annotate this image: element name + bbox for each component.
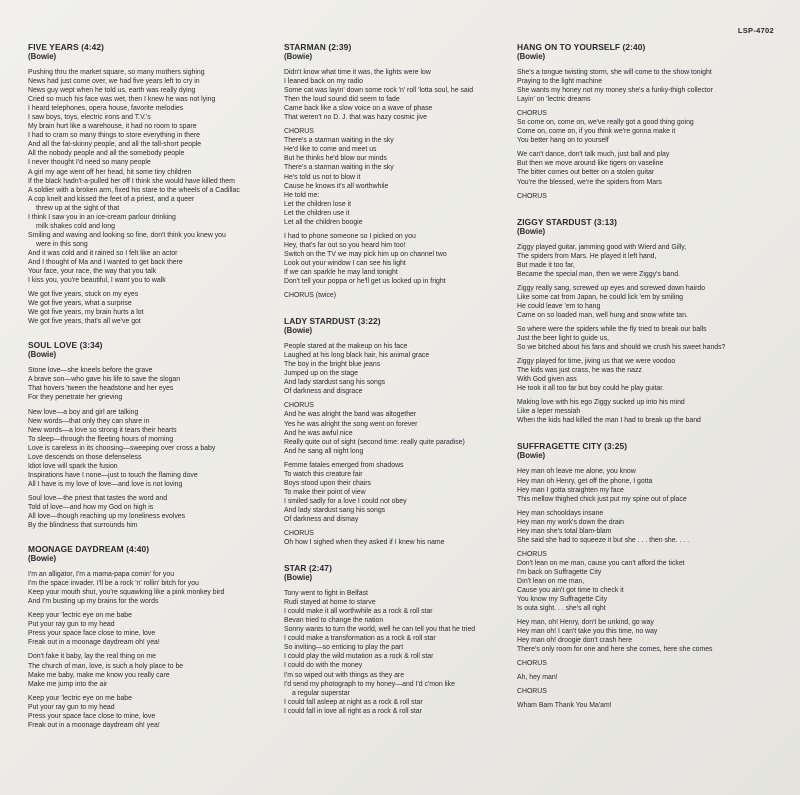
song-title	[517, 217, 779, 227]
lyric-line: Of darkness and disgrace	[284, 388, 363, 396]
lyric-line: Look out your window I can see his light	[284, 259, 406, 267]
lyric-line: Idiot love will spark the fusion	[28, 462, 118, 470]
lyric-line: I could make it all worthwhile as a rock & roll star	[284, 608, 433, 616]
song-header	[284, 316, 518, 336]
song-block	[517, 441, 779, 710]
song-duration: (4:42)	[81, 42, 105, 52]
song-author: (Bowie)	[28, 52, 57, 61]
lyric-line: To sleep—through the fleeting hours of morning	[28, 435, 174, 443]
song-title-text: MOONAGE DAYDREAM	[28, 544, 124, 555]
lyric-stanza	[28, 290, 278, 326]
lyric-line: A girl my age went off her head, hit some tiny children	[28, 168, 192, 176]
lyric-line: Bevan tried to change the nation	[284, 617, 384, 625]
lyric-line: News had just come over, we had five years left to cry in	[28, 78, 200, 86]
lyric-line: Hey, that's far out so you heard him too!	[284, 241, 406, 249]
lyric-line: If we can sparkle he may land tonight	[284, 268, 398, 276]
song-header	[284, 42, 518, 62]
song-block	[284, 316, 518, 547]
lyric-stanza	[28, 366, 278, 402]
lyric-line: You're the blessed, we're the spiders from Mars	[517, 178, 662, 186]
lyric-line: He could leave 'em to hang	[517, 302, 601, 310]
lyric-line: Ah, hey man!	[517, 674, 558, 682]
lyric-line: And lady stardust sang his songs	[284, 506, 386, 514]
song-title-text: ZIGGY STARDUST	[517, 216, 592, 227]
lyric-stanza	[517, 550, 779, 613]
lyric-line: Love is careless in its choosing—sweeping over cross a baby	[28, 444, 216, 452]
lyric-stanza	[284, 401, 518, 455]
lyric-stanza	[284, 529, 518, 547]
lyric-line: If the black hadn't-a-pulled her off I think she would have killed them	[28, 177, 235, 185]
lyric-line: We got five years, my brain hurts a lot	[28, 309, 144, 317]
lyric-line: I could make a transformation as a rock & roll star	[284, 635, 436, 643]
lyric-line: The spiders from Mars. He played it left hand,	[517, 252, 657, 260]
lyric-line: Keep your 'lectric eye on me babe	[28, 612, 132, 620]
lyric-line: All I have is my love of love—and love is not loving	[28, 480, 183, 488]
lyric-stanza	[517, 398, 779, 425]
lyric-line: Hey man I gotta straighten my face	[517, 486, 624, 494]
lyric-stanza	[284, 291, 518, 300]
lyric-line: Of darkness and dismay	[284, 515, 359, 523]
lyric-line: New love—a boy and girl are talking	[28, 408, 139, 416]
lyric-line: Hey man she's total blam-blam	[517, 527, 612, 535]
lyric-line: Hey man oh Henry, get off the phone, I gotta	[517, 477, 653, 485]
song-block	[28, 340, 278, 530]
lyric-line: Became the special man, then we were Ziggy's band.	[517, 270, 680, 278]
lyric-stanza	[28, 611, 278, 647]
lyric-line: He told me:	[284, 191, 320, 199]
lyric-stanza	[284, 68, 518, 122]
lyric-stanza	[517, 109, 779, 145]
chorus-label: CHORUS	[284, 530, 314, 538]
lyric-line: Tony went to fight in Belfast	[284, 590, 368, 598]
lyric-line: Don't fake it baby, lay the real thing on me	[28, 653, 156, 661]
lyric-stanza	[517, 325, 779, 352]
song-duration: (2:40)	[622, 42, 646, 52]
lyric-line: Soul love—the priest that tastes the word and	[28, 494, 168, 502]
lyric-line: This mellow thighed chick just put my spine out of place	[517, 495, 687, 503]
lyric-stanza	[284, 461, 518, 524]
lyric-line: Jumped up on the stage	[284, 370, 358, 378]
lyric-line: Pushing thru the market square, so many mothers sighing	[28, 69, 205, 76]
lyric-line: But then we move around like tigers on vaseline	[517, 160, 664, 168]
lyric-stanza	[517, 192, 779, 201]
lyric-line: And all the fat-skinny people, and all the tall-short people	[28, 141, 202, 149]
song-author: (Bowie)	[284, 573, 313, 583]
lyric-line: Sonny wants to turn the world, well he can tell you that he tried	[284, 626, 476, 634]
lyric-line: Ziggy really sang, screwed up eyes and screwed down hairdo	[517, 284, 706, 292]
lyrics-column-3	[517, 42, 779, 716]
lyric-stanza	[517, 150, 779, 186]
lyric-line: Yes he was alright the song went on forever	[284, 420, 418, 428]
lyric-line: People stared at the makeup on his face	[284, 343, 408, 351]
lyric-line: Didn't know what time it was, the lights were low	[284, 69, 431, 76]
lyric-line: He took it all too far but boy could he play guitar.	[517, 385, 665, 393]
lyric-line: Don't lean on me man, cause you can't afford the ticket	[517, 559, 685, 567]
song-header	[28, 544, 278, 564]
lyric-line: Press your space face close to mine, love	[28, 712, 156, 720]
lyric-line: There's only room for one and here she comes, here she comes	[517, 646, 713, 654]
lyric-line: For they penetrate her grieving	[28, 394, 123, 402]
lyric-line: All the nobody people and all the somebody people	[28, 150, 185, 158]
song-duration: (4:40)	[126, 544, 150, 555]
lyric-line: There's a starman waiting in the sky	[284, 164, 394, 172]
song-title-text: FIVE YEARS	[28, 42, 79, 52]
song-title	[517, 441, 779, 451]
song-title-text: STAR	[284, 563, 307, 574]
catalog-number: LSP-4702	[737, 26, 774, 35]
lyric-line: Making love with his ego Ziggy sucked up into his mind	[517, 399, 685, 407]
lyric-line: She's a tongue twisting storm, she will come to the show tonight	[517, 69, 712, 76]
lyric-line: I heard telephones, opera house, favorite melodies	[28, 105, 184, 113]
lyric-line: I leaned back on my radio	[284, 78, 363, 86]
song-duration: (3:22)	[357, 316, 381, 327]
lyric-line: Let the children use it	[284, 209, 350, 217]
song-duration: (3:34)	[79, 340, 103, 351]
lyric-line: a regular superstar	[292, 689, 350, 697]
lyric-stanza	[284, 127, 518, 227]
song-title	[28, 42, 278, 52]
lyric-line: So inviting—so enticing to play the part	[284, 644, 404, 652]
lyric-line: With God given ass	[517, 376, 577, 384]
lyric-line: The church of man, love, is such a holy place to be	[28, 662, 184, 670]
song-title	[284, 42, 518, 52]
lyric-line: Like a leper messiah	[517, 408, 581, 416]
lyric-line: Your face, your race, the way that you talk	[28, 268, 157, 276]
lyric-line: I never thought I'd need so many people	[28, 159, 151, 167]
lyric-line: Hey man, oh! Henry, don't be unkind, go way	[517, 619, 654, 627]
lyric-line: Came back like a slow voice on a wave of phase	[284, 105, 433, 113]
lyric-line: Keep your mouth shut, you're squawking like a pink monkey bird	[28, 589, 225, 597]
lyric-line: To make their point of view	[284, 488, 366, 496]
lyric-line: And he sang all night long	[284, 447, 364, 455]
lyric-line: Cried so much his face was wet, then I knew he was not lying	[28, 96, 216, 104]
lyric-line: He's told us not to blow it	[284, 173, 361, 181]
lyric-stanza	[517, 618, 779, 654]
lyric-line: Hey man oh leave me alone, you know	[517, 468, 636, 476]
song-title-text: LADY STARDUST	[284, 316, 356, 327]
lyric-line: Put your ray gun to my head	[28, 621, 115, 629]
song-author: (Bowie)	[284, 326, 313, 336]
chorus-label: CHORUS	[284, 128, 314, 136]
lyric-line: That weren't no D. J. that was hazy cosmic jive	[284, 114, 428, 122]
song-author: (Bowie)	[28, 350, 57, 360]
lyric-line: threw up at the sight of that	[36, 204, 120, 212]
lyric-line: The kids was just crass, he was the nazz	[517, 367, 642, 375]
lyric-stanza	[517, 357, 779, 393]
lyric-line: A brave son—who gave his life to save the slogan	[28, 376, 181, 384]
song-title-text: STARMAN	[284, 42, 326, 52]
lyric-line: Smiling and waving and looking so fine, don't think you knew you	[28, 231, 226, 239]
lyric-line: I had to phone someone so I picked on you	[284, 232, 416, 240]
song-block	[28, 42, 278, 326]
lyric-line: Keep your 'lectric eye on me babe	[28, 694, 132, 702]
lyric-line: Boys stood upon their chairs	[284, 479, 371, 487]
lyric-stanza	[517, 701, 779, 710]
song-header	[284, 563, 518, 583]
lyric-stanza	[517, 509, 779, 545]
song-author: (Bowie)	[517, 226, 546, 236]
lyric-line: Inspirations have I none—just to touch the flaming dove	[28, 471, 198, 479]
lyric-line: Make me jump into the air	[28, 680, 108, 688]
lyric-line: New words—a love so strong it tears their hearts	[28, 426, 177, 434]
song-author: (Bowie)	[284, 52, 313, 61]
lyric-line: New words—that only they can share in	[28, 417, 150, 425]
lyric-stanza	[28, 494, 278, 530]
lyric-line: Praying to the light machine	[517, 78, 603, 86]
lyric-line: Really quite out of sight (second time: really quite paradise)	[284, 438, 465, 446]
lyric-line: Layin' on 'lectric dreams	[517, 96, 591, 104]
lyric-line: I had to cram so many things to store everything in there	[28, 132, 200, 140]
lyric-line: Ziggy played for time, jiving us that we were voodoo	[517, 358, 676, 366]
lyric-line: Is outa sight. . . she's all right	[517, 605, 606, 613]
lyrics-column-1	[28, 42, 278, 735]
lyric-line: All love—though reaching up my loneliness evolves	[28, 513, 186, 521]
lyric-line: And lady stardust sang his songs	[284, 379, 386, 387]
lyric-stanza	[517, 673, 779, 682]
lyric-line: Hey man schooldays insane	[517, 509, 604, 517]
lyric-line: There's a starman waiting in the sky	[284, 137, 394, 145]
song-title	[284, 563, 518, 573]
lyric-line: The boy in the bright blue jeans	[284, 361, 381, 369]
lyric-line: We can't dance, don't talk much, just ball and play	[517, 151, 670, 159]
song-block	[517, 42, 779, 201]
lyric-line: But he thinks he'd blow our minds	[284, 155, 387, 163]
lyric-line: My brain hurt like a warehouse, it had no room to spare	[28, 123, 197, 131]
chorus-label: CHORUS	[284, 402, 314, 410]
song-header	[517, 441, 779, 461]
song-block	[284, 563, 518, 716]
lyric-stanza	[517, 243, 779, 279]
lyric-line: She wants my honey not my money she's a funky-thigh collector	[517, 87, 713, 95]
lyric-line: I'd send my photograph to my honey—and I'd c'mon like	[284, 680, 455, 688]
lyric-line: By the blindness that surrounds him	[28, 522, 138, 530]
lyric-line: Let the children lose it	[284, 200, 352, 208]
chorus-label: CHORUS (twice)	[284, 292, 337, 300]
song-block	[28, 544, 278, 730]
lyric-line: Femme fatales emerged from shadows	[284, 461, 404, 469]
lyric-line: Oh how I sighed when they asked if I knew his name	[284, 539, 445, 547]
chorus-label: CHORUS	[517, 192, 547, 200]
lyric-line: I could fall in love all right as a rock & roll star	[284, 707, 422, 715]
lyric-line: Make me baby, make me know you really care	[28, 671, 170, 679]
lyric-stanza	[28, 408, 278, 489]
lyric-stanza	[28, 68, 278, 285]
lyric-line: A soldier with a broken arm, fixed his stare to the wheels of a Cadillac	[28, 186, 240, 194]
song-header	[28, 42, 278, 62]
lyric-line: I kiss you, you're beautiful, I want you to walk	[28, 277, 166, 285]
song-block	[517, 217, 779, 426]
lyric-line: Wham Bam Thank You Ma'am!	[517, 702, 612, 710]
song-title	[28, 340, 278, 350]
song-block	[284, 42, 518, 300]
lyric-line: So we bitched about his fans and should we crush his sweet hands?	[517, 344, 726, 352]
lyric-line: Hey man my work's down the drain	[517, 518, 625, 526]
lyric-line: I'm back on Suffragette City	[517, 568, 602, 576]
chorus-label: CHORUS	[517, 688, 547, 696]
lyric-line: We got five years, what a surprise	[28, 300, 132, 308]
lyric-line: Switch on the TV we may pick him up on channel two	[284, 250, 447, 258]
lyric-line: I'm so wiped out with things as they are	[284, 671, 405, 679]
lyric-line: News guy wept when he told us, earth was really dying	[28, 87, 196, 95]
lyric-line: Told of love—and how my God on high is	[28, 503, 154, 511]
lyric-line: We got five years, stuck on my eyes	[28, 291, 139, 299]
lyric-line: You better hang on to yourself	[517, 137, 609, 145]
lyric-stanza	[517, 284, 779, 320]
lyric-line: I'm the space invader, I'll be a rock 'n' rollin' bitch for you	[28, 580, 199, 588]
lyric-line: were in this song	[36, 240, 88, 248]
lyric-line: I think I saw you in an ice-cream parlour drinking	[28, 213, 176, 221]
lyric-line: I saw boys, toys, electric irons and T.V.'s	[28, 114, 151, 122]
lyric-stanza	[517, 68, 779, 104]
lyric-stanza	[28, 652, 278, 688]
lyric-line: Laughed at his long black hair, his animal grace	[284, 352, 430, 360]
lyric-line: He'd like to come and meet us	[284, 146, 377, 154]
lyric-line: Come on, come on, if you think we're gonna make it	[517, 128, 676, 136]
song-header	[517, 217, 779, 237]
lyric-line: That hovers 'tween the headstone and her eyes	[28, 385, 174, 393]
lyric-line: And he was awful nice	[284, 429, 353, 437]
lyric-line: Like some cat from Japan, he could lick 'em by smiling	[517, 293, 683, 301]
song-duration: (2:47)	[309, 563, 332, 574]
lyric-line: And I'm busting up my brains for the words	[28, 598, 159, 606]
lyric-line: Freak out in a moonage daydream oh! yea!	[28, 639, 160, 647]
lyric-stanza	[517, 659, 779, 668]
lyric-stanza	[28, 694, 278, 730]
lyric-line: Then the loud sound did seem to fade	[284, 96, 400, 104]
chorus-label: CHORUS	[517, 110, 547, 118]
lyric-line: milk shakes cold and long	[36, 222, 115, 230]
lyric-line: A cop knelt and kissed the feet of a priest, and a queer	[28, 195, 195, 203]
lyric-line: Love descends on those defenseless	[28, 453, 142, 461]
lyric-line: I could play the wild mutation as a rock & roll star	[284, 653, 434, 661]
lyric-line: Put your ray gun to my head	[28, 703, 115, 711]
lyric-stanza	[517, 687, 779, 696]
lyrics-column-2	[284, 42, 518, 721]
song-header	[517, 42, 779, 62]
song-title	[28, 544, 278, 554]
lyric-line: Dın't lean on me man,	[517, 577, 585, 585]
song-duration: (3:25)	[604, 441, 628, 452]
lyric-stanza	[284, 342, 518, 396]
lyric-line: Came on so loaded man, well hung and snow white tan.	[517, 311, 688, 319]
lyric-line: I could fall asleep at night as a rock & roll star	[284, 698, 423, 706]
song-title-text: HANG ON TO YOURSELF	[517, 42, 621, 52]
lyric-line: Ziggy played guitar, jamming good with Wierd and Gilly,	[517, 243, 687, 251]
chorus-label: CHORUS	[517, 550, 547, 558]
lyric-line: Cause you ain't got time to check it	[517, 587, 624, 595]
lyric-line: So where were the spiders while the fly tried to break our balls	[517, 325, 707, 333]
lyric-line: Press your space face close to mine, love	[28, 630, 156, 638]
lyric-line: Don't tell your poppa or he'll get us locked up in fright	[284, 278, 446, 286]
lyric-line: Hey man oh! droogie don't crash here	[517, 637, 633, 645]
lyric-line: Rudi stayed at home to starve	[284, 599, 376, 607]
song-title-text: SUFFRAGETTE CITY	[517, 441, 602, 452]
lyric-line: But made it too far,	[517, 261, 575, 269]
lyric-line: Some cat was layin' down some rock 'n' roll 'lotta soul, he said	[284, 87, 474, 95]
lyric-line: Stone love—she kneels before the grave	[28, 367, 153, 375]
song-author: (Bowie)	[517, 52, 546, 61]
lyric-line: We got five years, that's all we've got	[28, 318, 141, 326]
song-title	[284, 316, 518, 326]
lyric-line: And it was cold and it rained so I felt like an actor	[28, 249, 178, 257]
lyric-line: The bitter comes out better on a stolen guitar	[517, 169, 655, 177]
lyric-line: Cause he knows it's all worthwhile	[284, 182, 389, 190]
song-duration: (2:39)	[328, 42, 352, 52]
lyric-line: When the kids had killed the man I had to break up the band	[517, 417, 701, 425]
chorus-label: CHORUS	[517, 660, 547, 668]
lyric-stanza	[517, 467, 779, 503]
lyric-line: I smiled sadly for a love I could not obey	[284, 497, 407, 505]
lyric-line: And I thought of Ma and I wanted to get back there	[28, 258, 183, 266]
lyric-line: Freak out in a moonage daydream oh! yea!	[28, 721, 160, 729]
song-header	[28, 340, 278, 360]
song-title-text: SOUL LOVE	[28, 340, 78, 351]
song-author: (Bowie)	[28, 554, 57, 564]
lyric-line: She said she had to squeeze it but she . . . then she. . . .	[517, 536, 689, 544]
lyric-line: I could do with the money	[284, 662, 363, 670]
lyric-line: Just the beer light to guide us,	[517, 335, 609, 343]
lyric-stanza	[284, 232, 518, 286]
lyric-line: Let all the children boogie	[284, 218, 363, 226]
lyric-line: You know my Suffragette City	[517, 596, 608, 604]
song-author: (Bowie)	[517, 451, 546, 461]
song-duration: (3:13)	[594, 216, 617, 227]
lyric-stanza	[28, 570, 278, 606]
lyric-stanza	[284, 589, 518, 716]
lyric-line: And he was alright the band was altogether	[284, 411, 417, 419]
lyric-line: Hey man oh! I can't take you this time, no way	[517, 628, 658, 636]
lyric-line: To watch this creature fair	[284, 470, 363, 478]
song-title	[517, 42, 779, 52]
lyric-line: I'm an alligator, I'm a mama-papa comin' for you	[28, 571, 175, 579]
lyric-line: So come on, come on, we've really got a good thing going	[517, 119, 694, 127]
